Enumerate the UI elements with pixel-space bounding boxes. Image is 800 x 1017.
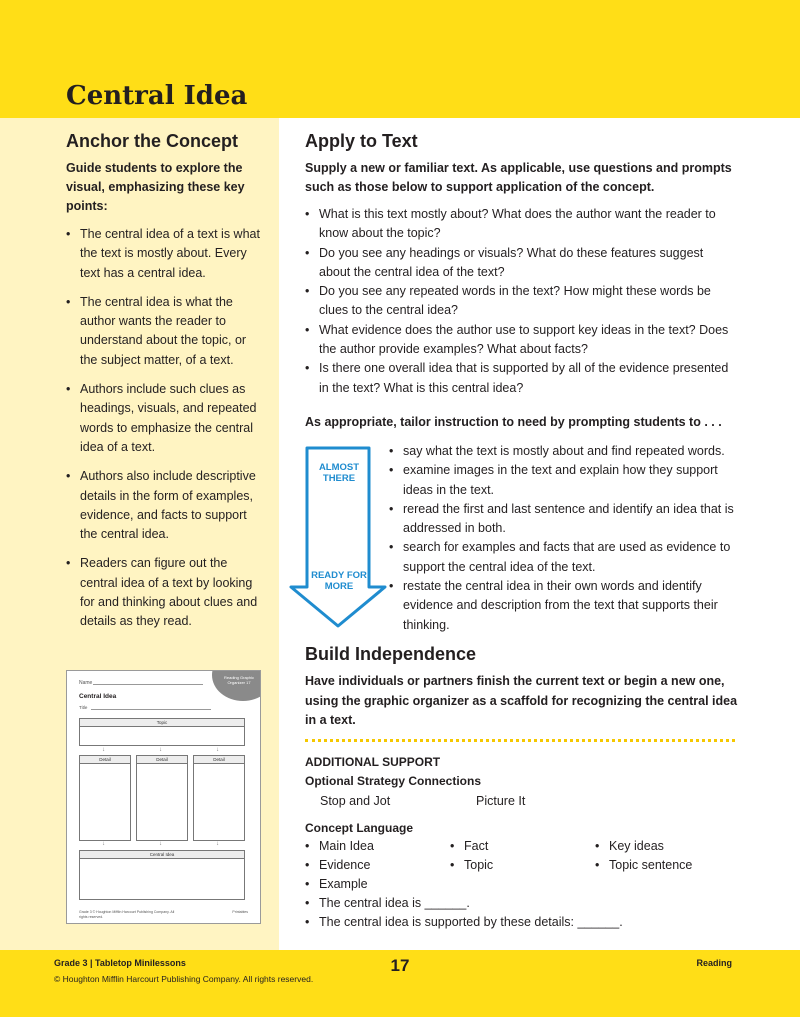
anchor-point: • Authors include such clues as headings, visuals, and repeated words to emphasize the central idea of a text. xyxy=(66,380,264,457)
organizer-badge: Reading Graphic Organizer 17 xyxy=(212,670,261,701)
arrow-down-icon: ↓ xyxy=(102,841,105,847)
concept-term: • Topic sentence xyxy=(595,857,692,873)
dotted-divider xyxy=(305,739,735,743)
anchor-points xyxy=(66,225,264,642)
tailor-intro: As appropriate, tailor instruction to need by prompting students to . . . xyxy=(305,415,722,429)
tailor-prompts xyxy=(389,442,739,635)
concept-term: • Fact xyxy=(450,838,488,854)
footer-subject: Reading xyxy=(696,958,732,968)
anchor-heading: Anchor the Concept xyxy=(66,131,239,151)
organizer-title-label: Title xyxy=(79,705,88,710)
arrow-down-icon: ↓ xyxy=(159,841,162,847)
anchor-point: • Authors also include descriptive details in the form of examples, evidence, and facts to support the central idea. xyxy=(66,467,264,544)
organizer-footer-left: Grade 3 © Houghton Mifflin Harcourt Publishing Company. All rights reserved. xyxy=(79,910,175,919)
strategy-item: Stop and Jot xyxy=(320,794,391,808)
organizer-detail-box: Detail xyxy=(79,755,131,841)
apply-questions xyxy=(305,205,735,398)
apply-question: • What evidence does the author use to support key ideas in the text? Does the author provide examples? What about facts? xyxy=(305,321,735,360)
page-title: Central Idea xyxy=(66,81,248,111)
apply-question: • Do you see any repeated words in the text? How might these words be clues to the central idea? xyxy=(305,282,735,321)
organizer-title-line xyxy=(91,709,211,710)
organizer-detail-box: Detail xyxy=(136,755,188,841)
arrow-label-ready-for-more: READY FOR MORE xyxy=(311,570,367,592)
organizer-detail-box: Detail xyxy=(193,755,245,841)
footer-grade-label: Grade 3 | Tabletop Minilessons xyxy=(54,958,186,968)
arrow-down-icon: ↓ xyxy=(159,747,162,753)
apply-intro: Supply a new or familiar text. As applicable, use questions and prompts such as those below to support application of the concept. xyxy=(305,161,732,194)
concept-term: • Example xyxy=(305,876,368,892)
tailor-prompt: • say what the text is mostly about and find repeated words. xyxy=(389,442,739,461)
concept-term: • Topic xyxy=(450,857,493,873)
sentence-frame: • The central idea is supported by these details: ______. xyxy=(305,914,623,930)
organizer-title: Central Idea xyxy=(79,693,117,700)
footer-copyright: © Houghton Mifflin Harcourt Publishing Company. All rights reserved. xyxy=(54,974,314,984)
organizer-footer-right: Printables xyxy=(232,910,248,914)
apply-heading: Apply to Text xyxy=(305,131,418,151)
concept-term: • Key ideas xyxy=(595,838,664,854)
apply-question: • Do you see any headings or visuals? What do these features suggest about the central idea of the text? xyxy=(305,244,735,283)
organizer-central-idea-box: Central Idea xyxy=(79,850,245,900)
arrow-down-icon: ↓ xyxy=(102,747,105,753)
build-heading: Build Independence xyxy=(305,644,477,664)
sentence-frame: • The central idea is ______. xyxy=(305,895,470,911)
strategy-heading: Optional Strategy Connections xyxy=(305,774,482,788)
arrow-down-icon: ↓ xyxy=(216,747,219,753)
build-text: Have individuals or partners finish the current text or begin a new one, using the graphic organizer as a scaffold for recognizing the central idea in a text. xyxy=(305,674,738,727)
tailor-prompt: • search for examples and facts that are used as evidence to support the central idea of the text. xyxy=(389,538,739,577)
anchor-point: • Readers can figure out the central idea of a text by looking for and thinking about clues and details as they read. xyxy=(66,554,264,631)
organizer-topic-box: Topic xyxy=(79,718,245,746)
organizer-name-line xyxy=(93,684,203,685)
graphic-organizer-thumbnail xyxy=(66,670,261,924)
apply-question: • What is this text mostly about? What does the author want the reader to know about the topic? xyxy=(305,205,735,244)
additional-support-heading: ADDITIONAL SUPPORT xyxy=(305,755,441,769)
arrow-label-almost-there: ALMOST THERE xyxy=(318,462,360,484)
strategy-item: Picture It xyxy=(476,794,526,808)
apply-question: • Is there one overall idea that is supported by all of the evidence presented in the text? What is this central idea? xyxy=(305,359,735,398)
arrow-down-icon: ↓ xyxy=(216,841,219,847)
organizer-name-label: Name xyxy=(79,680,93,686)
concept-language-heading: Concept Language xyxy=(305,821,414,835)
tailor-prompt: • reread the first and last sentence and identify an idea that is addressed in both. xyxy=(389,500,739,539)
page-number: 17 xyxy=(390,956,410,975)
anchor-intro: Guide students to explore the visual, emphasizing these key points: xyxy=(66,161,245,213)
concept-term: • Evidence xyxy=(305,857,370,873)
anchor-point: • The central idea of a text is what the text is mostly about. Every text has a central idea. xyxy=(66,225,264,283)
tailor-prompt: • examine images in the text and explain how they support ideas in the text. xyxy=(389,461,739,500)
tailor-prompt: • restate the central idea in their own words and identify evidence and description from the text that supports their thinking. xyxy=(389,577,739,635)
concept-term: • Main Idea xyxy=(305,838,374,854)
anchor-point: • The central idea is what the author wants the reader to understand about the topic, or the subject matter, of a text. xyxy=(66,293,264,370)
